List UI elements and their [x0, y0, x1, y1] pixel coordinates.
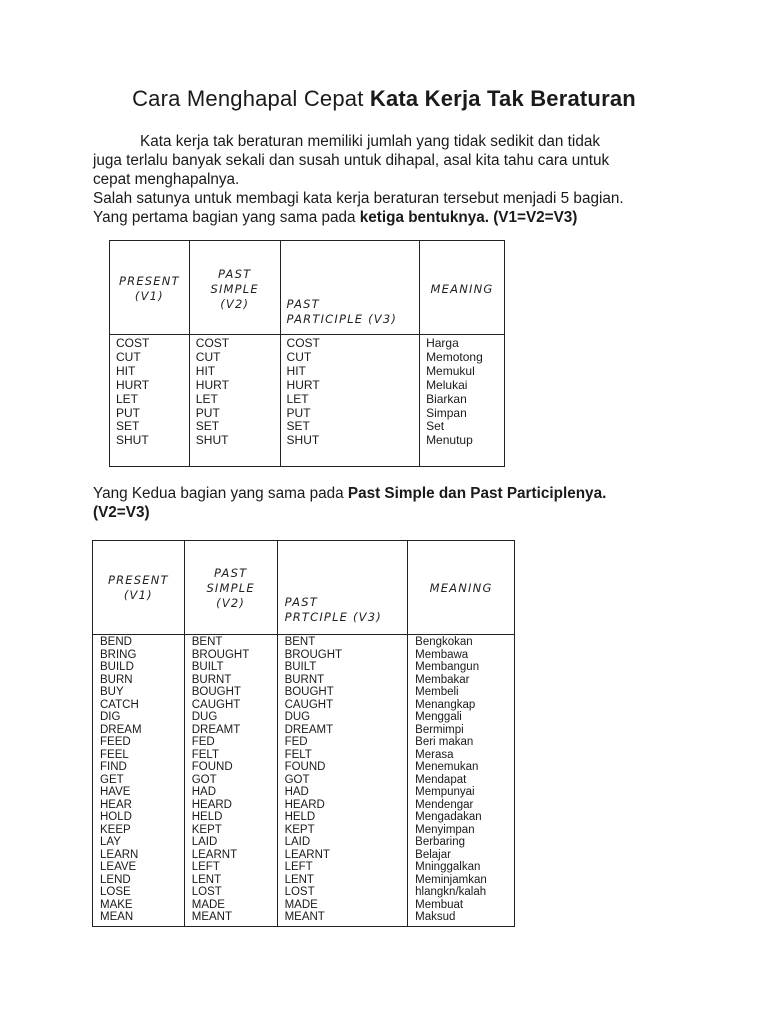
verb-cell: LET [286, 391, 309, 406]
verb-cell: LOST [191, 886, 222, 898]
intro-line-1: Kata kerja tak beraturan memiliki jumlah yang tidak sedikit dan tidak [140, 133, 600, 150]
verb-cell: SHUT [286, 433, 320, 448]
verb-cell: Menemukan [415, 761, 479, 773]
verb-cell: Bermimpi [415, 723, 464, 736]
verb-cell: Memotong [426, 349, 483, 364]
verb-cell: HELD [284, 811, 316, 823]
verb-cell: BENT [191, 636, 223, 648]
verb-cell: Membakar [415, 673, 470, 686]
verb-cell: Mengadakan [415, 811, 482, 823]
verb-cell: LEARNT [284, 848, 330, 861]
verb-cell: CUT [286, 349, 312, 364]
v2-column [190, 335, 280, 448]
verb-cell: Merasa [415, 748, 454, 761]
verb-cell: CUT [116, 349, 141, 364]
verb-cell: HURT [195, 377, 229, 392]
v1-column [93, 635, 184, 924]
verb-cell: HOLD [100, 811, 132, 823]
intro-line-5-bold: ketiga bentuknya. (V1=V2=V3) [359, 209, 578, 226]
verb-cell: DREAMT [191, 723, 241, 736]
verb-cell: DREAM [100, 723, 142, 736]
page-title [0, 86, 768, 112]
verb-cell: FOUND [284, 761, 326, 773]
v2-column [185, 635, 277, 924]
verb-cell: Harga [426, 336, 459, 350]
verb-cell: Berbaring [415, 836, 466, 848]
verb-cell: Membuat [415, 898, 464, 911]
verb-cell: BUY [100, 686, 124, 698]
intro-line-3: cepat menghapalnya. [93, 171, 240, 188]
verb-cell: HIT [286, 363, 306, 378]
verb-cell: MAKE [100, 898, 133, 911]
verb-cell: PUT [286, 405, 311, 420]
verb-cell: hlangkn/kalah [415, 886, 487, 898]
verb-cell: FED [191, 736, 215, 748]
verb-cell: BRING [100, 648, 137, 661]
verb-cell: HELD [191, 811, 223, 823]
verb-cell: FOUND [191, 761, 233, 773]
verb-cell: BUILD [100, 661, 134, 673]
verb-cell: Bengkokan [415, 636, 473, 648]
verb-cell: CAUGHT [284, 698, 334, 711]
verb-cell: PUT [195, 405, 220, 420]
verb-cell: LENT [191, 873, 222, 886]
header-meaning: MEANING [420, 241, 505, 335]
verb-cell: HEAR [100, 798, 132, 811]
verb-cell: FELT [191, 748, 219, 761]
verb-table-2 [92, 540, 515, 927]
verb-cell: LEFT [284, 861, 313, 873]
verb-cell: DREAMT [284, 723, 334, 736]
verb-cell: LEARN [100, 848, 139, 861]
verb-cell: HAVE [100, 786, 131, 798]
header-past-participle: PAST PARTICIPLE (V3) [280, 241, 420, 335]
verb-cell: FED [284, 736, 308, 748]
verb-cell: Menyimpan [415, 823, 475, 836]
verb-cell: MEANT [284, 911, 325, 923]
verb-cell: LAID [284, 836, 311, 848]
verb-cell: Memukul [426, 363, 475, 378]
verb-cell: Mempunyai [415, 786, 475, 798]
verb-cell: SET [286, 419, 310, 434]
verb-cell: FELT [284, 748, 312, 761]
verb-cell: SHUT [195, 433, 229, 448]
header-past-simple: PAST SIMPLE (V2) [184, 541, 277, 635]
meaning-column [420, 335, 504, 448]
verb-table-1 [109, 240, 505, 467]
verb-cell: KEEP [100, 823, 131, 836]
verb-cell: Maksud [415, 911, 456, 923]
verb-cell: BROUGHT [191, 648, 250, 661]
verb-cell: FEEL [100, 748, 129, 761]
verb-cell: MEAN [100, 911, 134, 923]
verb-cell: Biarkan [426, 391, 467, 406]
verb-cell: LEND [100, 873, 131, 886]
verb-cell: Belajar [415, 848, 451, 861]
v1-column [110, 335, 189, 448]
section-2-line-2: (V2=V3) [93, 504, 150, 521]
verb-cell: Melukai [426, 377, 468, 392]
verb-cell: BEND [100, 636, 132, 648]
verb-cell: BUILT [284, 661, 317, 673]
verb-cell: Mendengar [415, 798, 474, 811]
verb-cell: HURT [116, 377, 150, 392]
verb-cell: DUG [284, 711, 311, 723]
verb-cell: CUT [195, 349, 221, 364]
verb-cell: Membeli [415, 686, 459, 698]
verb-cell: SHUT [116, 433, 149, 448]
verb-cell: LAY [100, 836, 121, 848]
meaning-column [408, 635, 514, 924]
verb-cell: FIND [100, 761, 127, 773]
verb-cell: LEARNT [191, 848, 238, 861]
verb-cell: HAD [284, 786, 309, 798]
verb-cell: Membangun [415, 661, 480, 673]
section-2-normal: Yang Kedua bagian yang sama pada [93, 485, 344, 502]
verb-cell: MADE [191, 898, 225, 911]
header-present: PRESENT (V1) [110, 241, 190, 335]
verb-cell: HIT [116, 363, 136, 378]
section-2-text [93, 484, 683, 522]
verb-cell: SET [195, 419, 220, 434]
intro-paragraph [93, 132, 683, 227]
verb-cell: COST [116, 336, 150, 350]
verb-cell: LOST [284, 886, 315, 898]
header-past-participle: PAST PRTCIPLE (V3) [277, 541, 408, 635]
verb-cell: KEPT [191, 823, 222, 836]
verb-cell: COST [195, 336, 230, 350]
header-meaning: MEANING [408, 541, 515, 635]
title-bold: Kata Kerja Tak Beraturan [369, 86, 636, 111]
verb-cell: LET [116, 391, 139, 406]
section-2-bold: Past Simple dan Past Participlenya. [347, 485, 607, 502]
verb-cell: CAUGHT [191, 698, 241, 711]
verb-cell: GOT [191, 773, 217, 786]
intro-line-2: juga terlalu banyak sekali dan susah untuk dihapal, asal kita tahu cara untuk [93, 152, 610, 169]
verb-cell: HIT [195, 363, 216, 378]
verb-cell: GOT [284, 773, 310, 786]
intro-line-5-normal: Yang pertama bagian yang sama pada [93, 209, 356, 226]
verb-cell: FEED [100, 736, 131, 748]
verb-cell: BOUGHT [284, 686, 334, 698]
verb-cell: Simpan [426, 405, 467, 420]
verb-cell: DUG [191, 711, 218, 723]
verb-cell: BUILT [191, 661, 224, 673]
verb-cell: LEAVE [100, 861, 137, 873]
verb-cell: Mendapat [415, 773, 467, 786]
verb-cell: PUT [116, 405, 140, 420]
verb-cell: LET [195, 391, 218, 406]
v3-column [278, 635, 408, 924]
verb-cell: LAID [191, 836, 218, 848]
v3-column [281, 335, 420, 448]
verb-cell: HEARD [191, 798, 232, 811]
header-past-simple: PAST SIMPLE (V2) [189, 241, 280, 335]
title-normal: Cara Menghapal Cepat [132, 86, 364, 111]
verb-cell: LENT [284, 873, 314, 886]
header-present: PRESENT (V1) [93, 541, 185, 635]
verb-cell: GET [100, 773, 124, 786]
verb-cell: Mninggalkan [415, 861, 481, 873]
verb-cell: KEPT [284, 823, 315, 836]
verb-cell: HEARD [284, 798, 325, 811]
intro-line-4: Salah satunya untuk membagi kata kerja beraturan tersebut menjadi 5 bagian. [93, 190, 624, 207]
verb-cell: Menggali [415, 711, 462, 723]
verb-cell: Beri makan [415, 736, 474, 748]
verb-cell: HAD [191, 786, 217, 798]
verb-cell: LEFT [191, 861, 220, 873]
verb-cell: BROUGHT [284, 648, 343, 661]
verb-cell: LOSE [100, 886, 131, 898]
verb-cell: COST [286, 336, 320, 350]
verb-cell: BENT [284, 636, 316, 648]
verb-cell: Meminjamkan [415, 873, 487, 886]
verb-cell: BURN [100, 673, 133, 686]
verb-cell: Membawa [415, 648, 469, 661]
verb-cell: Menutup [426, 433, 473, 448]
verb-cell: BOUGHT [191, 686, 241, 698]
verb-cell: Menangkap [415, 698, 476, 711]
verb-cell: MADE [284, 898, 318, 911]
verb-cell: DIG [100, 711, 121, 723]
verb-cell: MEANT [191, 911, 232, 923]
verb-cell: BURNT [284, 673, 325, 686]
verb-cell: SET [116, 419, 140, 434]
verb-cell: BURNT [191, 673, 232, 686]
verb-cell: Set [426, 419, 445, 434]
verb-cell: CATCH [100, 698, 139, 711]
verb-cell: HURT [286, 377, 320, 392]
